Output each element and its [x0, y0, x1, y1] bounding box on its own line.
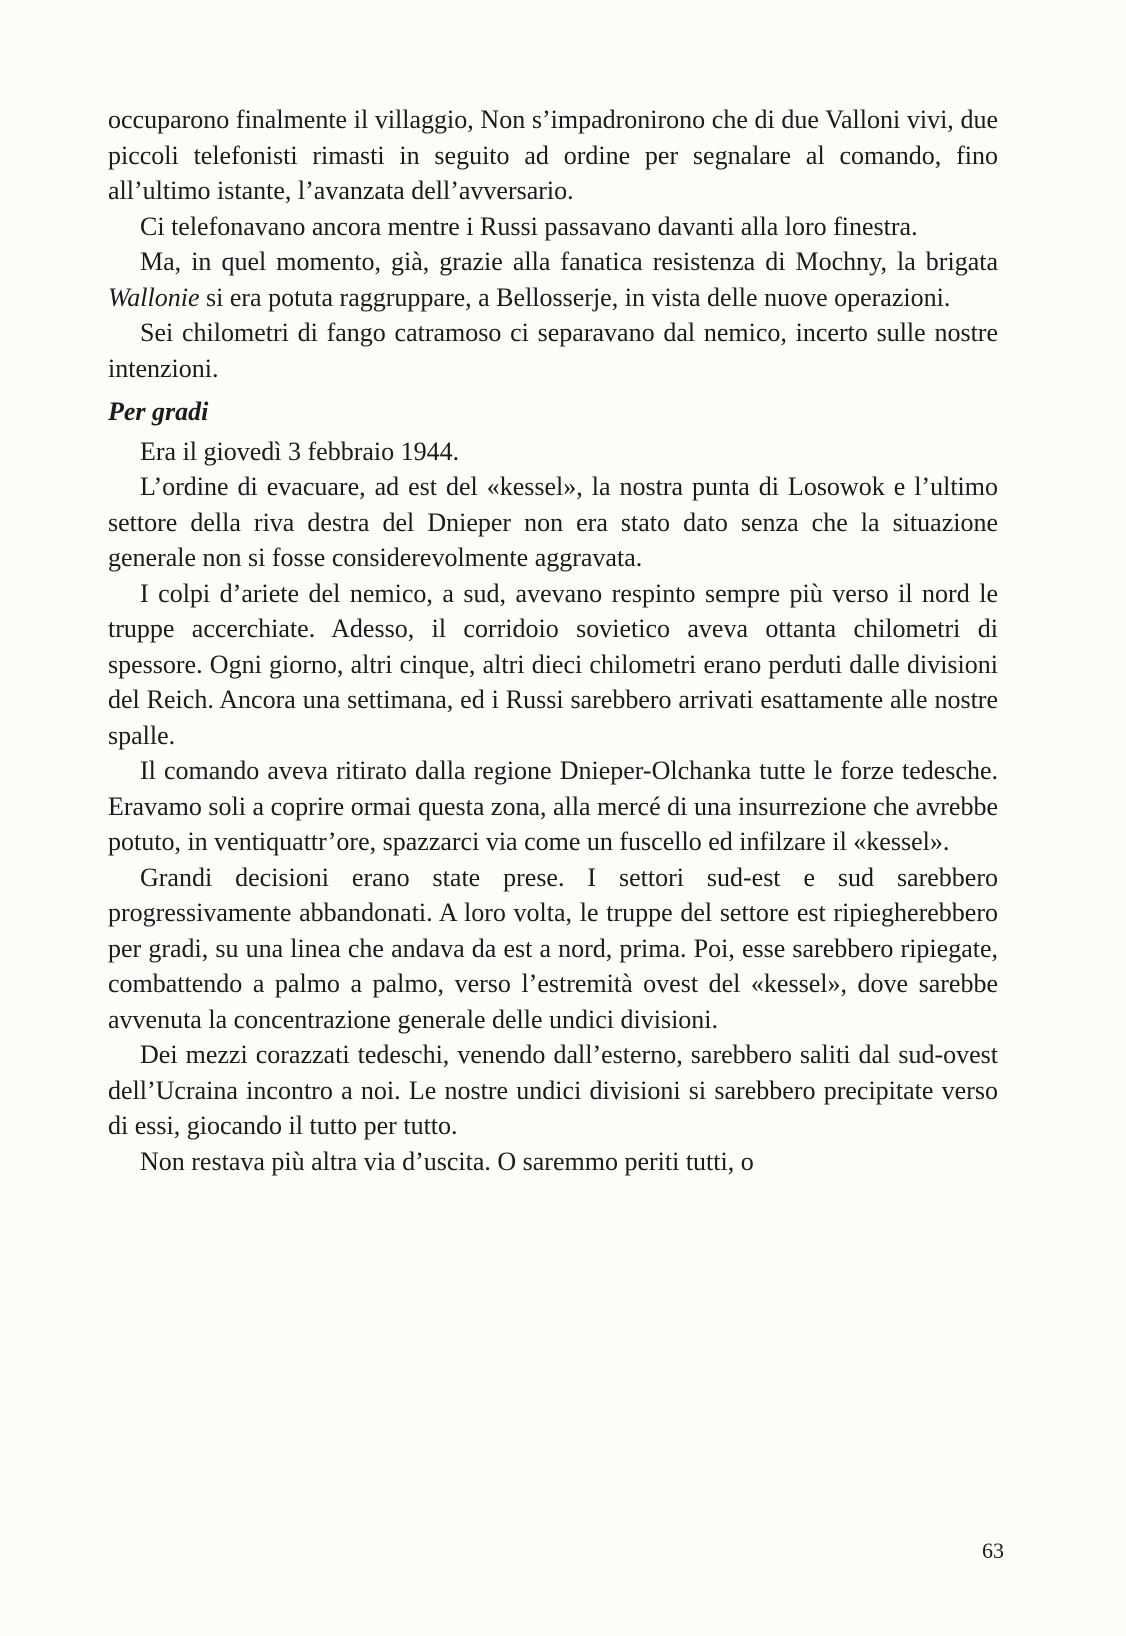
paragraph-6: L’ordine di evacuare, ad est del «kessel», la nostra punta di Losowok e l’ultimo settore della riva destra del Dnieper non era stato dato senza che la situazione generale non si fosse considerevolmente aggravata. [108, 472, 998, 572]
paragraph-2: Ci telefonavano ancora mentre i Russi passavano davanti alla loro finestra. [140, 211, 918, 241]
section-heading: Per gradi [108, 397, 209, 426]
paragraph-3-end: si era potuta raggruppare, a Bellosserje, in vista delle nuove operazioni. [199, 282, 951, 312]
paragraph-7: I colpi d’ariete del nemico, a sud, avevano respinto sempre più verso il nord le truppe accerchiate. Adesso, il corridoio sovietico aveva ottanta chilometri di spessore. Ogni giorno, altri cinque, altri dieci chilometri erano perduti dalle divisioni del Reich. Ancora una settimana, ed i Russi sarebbero arrivati esattamente alle nostre spalle. [108, 578, 998, 750]
brigade-name: Wallonie [108, 282, 200, 312]
paragraph-3-start: Ma, in quel momento, già, grazie alla fanatica resistenza di Mochny, la brigata [140, 247, 998, 276]
paragraph-5: Era il giovedì 3 febbraio 1944. [140, 436, 460, 466]
paragraph-10: Dei mezzi corazzati tedeschi, venendo dall’esterno, sarebbero saliti dal sud-ovest dell’Ucraina incontro a noi. Le nostre undici divisioni si sarebbero precipitate verso di essi, giocando il tutto per tutto. [108, 1040, 998, 1140]
paragraph-4: Sei chilometri di fango catramoso ci separavano dal nemico, incerto sulle nostre intenzioni. [108, 318, 998, 383]
paragraph-9: Grandi decisioni erano state prese. I settori sud-est e sud sarebbero progressivamente abbandonati. A loro volta, le truppe del settore est ripiegherebbero per gradi, su una linea che andava da est a nord, prima. Poi, esse sarebbero ripiegate, combattendo a palmo a palmo, verso l’estremità ovest del «kessel», dove sarebbe avvenuta la concentrazione generale delle undici divisioni. [108, 862, 998, 1034]
page-number: 63 [982, 1538, 1004, 1563]
paragraph-8: Il comando aveva ritirato dalla regione Dnieper-Olchanka tutte le forze tedesche. Eravamo soli a coprire ormai questa zona, alla mercé di una insurrezione che avrebbe potuto, in ventiquattr’ore, spazzarci via come un fuscello ed infilzare il «kessel». [108, 756, 998, 856]
body-text [108, 102, 998, 1179]
paragraph-1: occuparono finalmente il villaggio, Non s’impadronirono che di due Valloni vivi, due piccoli telefonisti rimasti in seguito ad ordine per segnalare al comando, fino all’ultimo istante, l’avanzata dell’avversario. [108, 105, 998, 205]
paragraph-11: Non restava più altra via d’uscita. O saremmo periti tutti, o [140, 1146, 754, 1176]
paragraph-3 [108, 244, 998, 315]
